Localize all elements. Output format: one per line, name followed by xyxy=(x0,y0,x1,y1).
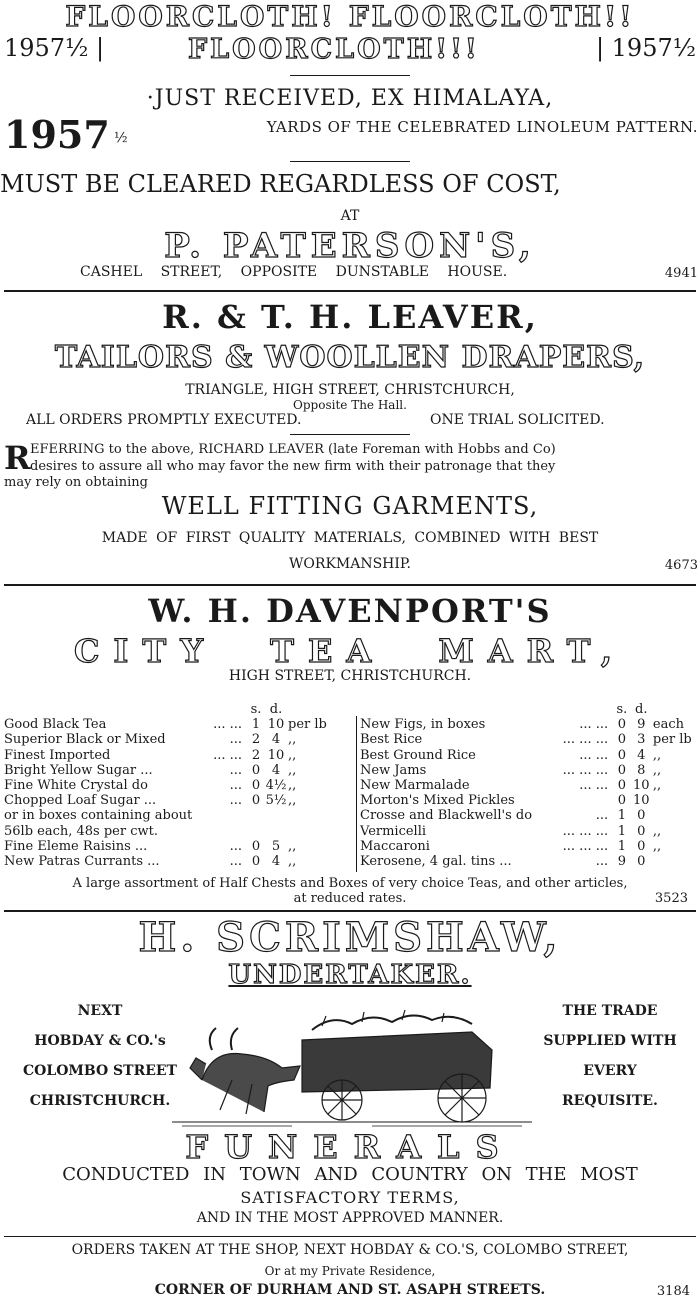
just-received: ·JUST RECEIVED, EX HIMALAYA, xyxy=(146,86,554,111)
price-pence: 4 xyxy=(271,732,281,748)
price-unit: ,, xyxy=(288,854,297,870)
right-qty: | 1957½ xyxy=(595,34,696,62)
item-name: Finest Imported xyxy=(4,747,111,763)
conducted-line: CONDUCTED IN TOWN AND COUNTRY ON THE MOST xyxy=(62,1164,638,1185)
shilling-header: s. xyxy=(250,702,262,717)
price-unit xyxy=(653,793,700,808)
price-shillings: 2 xyxy=(251,732,261,748)
price-unit: ,, xyxy=(288,838,297,854)
shop-name: CITY TEA MART, xyxy=(73,632,627,670)
funerals-headline: FUNERALS xyxy=(185,1128,515,1166)
price-row xyxy=(4,717,336,732)
left-qty: 1957½ | xyxy=(4,34,105,62)
leader-dots: ... xyxy=(229,762,242,778)
leader-dots: ... xyxy=(229,793,242,809)
price-shillings: 0 xyxy=(617,747,626,763)
item-name: New Patras Currants ... xyxy=(4,854,160,870)
leader-dots xyxy=(563,793,614,808)
price-unit: per lb xyxy=(288,717,327,733)
price-row xyxy=(360,793,700,808)
price-shillings: 1 xyxy=(617,808,626,824)
price-shillings: 0 xyxy=(251,854,261,870)
item-name: or in boxes containing about xyxy=(4,808,193,824)
body-line-2: desires to assure all who may favor the new firm with their patronage that they xyxy=(30,459,556,474)
ad-number: 3523 xyxy=(654,891,688,906)
price-unit: ,, xyxy=(288,793,297,809)
price-row xyxy=(4,748,336,763)
price-row xyxy=(360,854,700,869)
pence-header: d. xyxy=(635,702,648,717)
leader-dots: ... ... ... xyxy=(562,823,609,839)
leader-dots: ... ... xyxy=(579,778,609,794)
price-pence: 10 xyxy=(267,747,285,763)
item-name: Morton's Mixed Pickles xyxy=(360,793,515,809)
price-row xyxy=(4,778,336,793)
price-row xyxy=(360,824,700,839)
price-shillings: 9 xyxy=(617,854,626,870)
made-of-line: MADE OF FIRST QUALITY MATERIALS, COMBINED WITH BEST xyxy=(101,530,599,546)
leader-dots xyxy=(212,808,248,823)
address-line: HIGH STREET, CHRISTCHURCH. xyxy=(228,668,472,684)
price-shillings: 0 xyxy=(617,762,626,778)
approved-line: AND IN THE MOST APPROVED MANNER. xyxy=(196,1210,504,1226)
item-name: Superior Black or Mixed xyxy=(4,732,166,748)
price-shillings: 0 xyxy=(617,717,626,733)
left-line-2: HOBDAY & CO.'s xyxy=(34,1033,166,1049)
price-pence: 5½ xyxy=(265,793,287,809)
left-line-4: CHRISTCHURCH. xyxy=(29,1093,171,1109)
price-row xyxy=(360,778,700,793)
price-unit: ,, xyxy=(288,732,297,748)
item-name: Best Ground Rice xyxy=(360,747,476,763)
pence-header: d. xyxy=(269,702,283,717)
item-name: New Figs, in boxes xyxy=(360,717,486,733)
price-unit: ,, xyxy=(652,838,662,854)
merchant-name: H. SCRIMSHAW, xyxy=(138,914,562,961)
item-name: Bright Yellow Sugar ... xyxy=(4,762,153,778)
right-line-3: EVERY xyxy=(583,1063,637,1079)
price-row xyxy=(4,839,336,854)
reduced-rates-line xyxy=(0,891,700,907)
section-rule xyxy=(4,910,696,912)
price-shillings: 0 xyxy=(617,732,626,748)
divider xyxy=(4,1236,696,1237)
trial-solicited: ONE TRIAL SOLICITED. xyxy=(430,412,605,428)
body-line-1: EFERRING to the above, RICHARD LEAVER (late Foreman with Hobbs and Co) xyxy=(30,442,556,457)
merchant-name: W. H. DAVENPORT'S xyxy=(148,592,552,630)
ad-number: 4941 xyxy=(664,266,698,281)
merchant-name: R. & T. H. LEAVER, xyxy=(162,298,538,336)
price-unit: ,, xyxy=(652,762,662,778)
price-pence: 4 xyxy=(271,854,281,870)
leader-dots: ... xyxy=(595,854,609,870)
headline-floorcloth: FLOORCLOTH! FLOORCLOTH!! xyxy=(65,0,635,33)
leader-dots: ... ... ... xyxy=(562,762,609,778)
divider xyxy=(290,434,410,435)
residence-line: Or at my Private Residence, xyxy=(264,1264,436,1278)
price-pence: 10 xyxy=(632,778,650,794)
price-shillings: 1 xyxy=(251,717,261,733)
body-text xyxy=(0,440,700,500)
price-unit: ,, xyxy=(288,778,297,794)
price-pence: 0 xyxy=(637,854,646,870)
price-row xyxy=(4,824,336,839)
price-pence: 4 xyxy=(271,762,281,778)
yards-line: YARDS OF THE CELEBRATED LINOLEUM PATTERN. xyxy=(266,118,698,136)
price-unit: ,, xyxy=(652,823,662,839)
price-row xyxy=(4,793,336,808)
price-unit xyxy=(653,808,700,823)
item-name: Vermicelli xyxy=(360,823,427,839)
item-name: New Marmalade xyxy=(360,778,470,794)
item-name: Best Rice xyxy=(360,732,423,748)
price-pence: 4½ xyxy=(265,778,287,794)
price-pence xyxy=(264,808,288,823)
item-name: Maccaroni xyxy=(360,838,430,854)
section-rule xyxy=(4,584,696,586)
price-unit: each xyxy=(652,717,684,733)
price-unit: ,, xyxy=(652,778,662,794)
price-unit xyxy=(653,854,700,869)
price-shillings xyxy=(248,824,264,839)
right-panel xyxy=(520,996,700,1116)
left-panel xyxy=(0,996,200,1116)
drop-cap: R xyxy=(4,439,31,477)
price-pence: 0 xyxy=(637,808,646,824)
must-be-cleared: MUST BE CLEARED REGARDLESS OF COST, xyxy=(0,170,561,198)
at-label: AT xyxy=(340,208,360,224)
price-shillings xyxy=(248,808,264,823)
body-line-3: may rely on obtaining xyxy=(4,475,148,490)
address-line: TRIANGLE, HIGH STREET, CHRISTCHURCH, xyxy=(185,382,515,398)
item-name: Chopped Loaf Sugar ... xyxy=(4,793,157,809)
big-quantity-fraction: ½ xyxy=(114,130,128,146)
leader-dots: ... ... xyxy=(579,717,609,733)
floorcloth-qty-row xyxy=(0,34,700,68)
left-line-1: NEXT xyxy=(77,1003,123,1019)
address-line xyxy=(0,264,700,282)
price-shillings: 0 xyxy=(251,762,261,778)
satisfactory-line: SATISFACTORY TERMS, xyxy=(240,1188,460,1207)
leader-dots: ... xyxy=(229,854,242,870)
price-unit xyxy=(288,808,336,823)
price-list-left xyxy=(4,702,350,869)
price-shillings: 0 xyxy=(617,778,626,794)
workmanship-line xyxy=(0,556,700,574)
garments-headline: WELL FITTING GARMENTS, xyxy=(161,492,539,520)
price-pence: 9 xyxy=(637,717,646,733)
price-shillings: 0 xyxy=(251,838,261,854)
merchant-name: P. PATERSON'S, xyxy=(164,226,536,266)
right-line-4: REQUISITE. xyxy=(562,1093,658,1109)
workmanship: WORKMANSHIP. xyxy=(289,556,411,572)
price-row xyxy=(360,808,700,823)
orders-line: ORDERS TAKEN AT THE SHOP, NEXT HOBDAY & CO.'S, COLOMBO STREET, xyxy=(71,1242,629,1258)
price-shillings: 2 xyxy=(251,747,261,763)
right-line-2: SUPPLIED WITH xyxy=(543,1033,677,1049)
leader-dots: ... xyxy=(595,808,609,824)
ad-number: 4673 xyxy=(664,558,698,573)
price-shillings: 0 xyxy=(251,778,261,794)
price-shillings: 1 xyxy=(617,823,626,839)
price-row xyxy=(360,717,700,732)
item-name: Fine Eleme Raisins ... xyxy=(4,838,148,854)
price-shillings: 0 xyxy=(617,793,626,809)
price-row xyxy=(360,763,700,778)
big-quantity: 1957 xyxy=(4,112,110,157)
item-name: 56lb each, 48s per cwt. xyxy=(4,823,158,839)
leader-dots: ... xyxy=(229,778,242,794)
quantity-line xyxy=(0,112,700,156)
right-line-1: THE TRADE xyxy=(562,1003,658,1019)
price-pence: 10 xyxy=(267,717,285,733)
price-unit: per lb xyxy=(652,732,692,748)
price-list-right xyxy=(360,702,700,869)
price-pence: 4 xyxy=(637,747,646,763)
divider xyxy=(290,75,410,76)
item-name: Kerosene, 4 gal. tins ... xyxy=(360,854,512,870)
price-row xyxy=(4,732,336,747)
price-row xyxy=(4,854,336,869)
price-row xyxy=(360,839,700,854)
corner-line xyxy=(0,1282,700,1300)
price-pence: 0 xyxy=(637,838,646,854)
price-unit: ,, xyxy=(288,762,297,778)
item-name: New Jams xyxy=(360,762,427,778)
price-pence: 8 xyxy=(637,762,646,778)
trade-line: UNDERTAKER. xyxy=(228,960,472,990)
leader-dots: ... ... xyxy=(213,717,242,733)
merchant-address: CASHEL STREET, OPPOSITE DUNSTABLE HOUSE. xyxy=(80,264,508,280)
price-unit: ,, xyxy=(652,747,662,763)
price-pence: 5 xyxy=(271,838,281,854)
left-line-3: COLOMBO STREET xyxy=(23,1063,177,1079)
hearse-illustration xyxy=(172,1010,532,1130)
leader-dots: ... xyxy=(229,838,242,854)
item-name: Crosse and Blackwell's do xyxy=(360,808,533,824)
assortment-line: A large assortment of Half Chests and Boxes of very choice Teas, and other articles, xyxy=(72,876,628,891)
ad-number: 3184 xyxy=(656,1284,690,1299)
orders-line xyxy=(0,412,700,430)
price-unit: ,, xyxy=(288,747,297,763)
price-unit xyxy=(288,824,336,839)
trade-line: TAILORS & WOOLLEN DRAPERS, xyxy=(54,340,646,375)
price-row xyxy=(360,732,700,747)
price-pence: 0 xyxy=(637,823,646,839)
headline-floorcloth-2: FLOORCLOTH!!! xyxy=(188,34,480,65)
orders-promptly: ALL ORDERS PROMPTLY EXECUTED. xyxy=(26,412,302,428)
price-pence: 10 xyxy=(632,793,650,809)
leader-dots xyxy=(212,824,248,839)
column-divider xyxy=(356,716,357,872)
price-row xyxy=(4,763,336,778)
price-row xyxy=(4,808,336,823)
leader-dots: ... ... xyxy=(213,747,242,763)
leader-dots: ... xyxy=(229,732,242,748)
shilling-header: s. xyxy=(616,702,628,717)
opposite-line: Opposite The Hall. xyxy=(293,398,407,412)
divider xyxy=(290,161,410,162)
item-name: Good Black Tea xyxy=(4,717,107,733)
leader-dots: ... ... ... xyxy=(562,838,609,854)
price-pence xyxy=(264,824,288,839)
item-name: Fine White Crystal do xyxy=(4,778,148,794)
leader-dots: ... ... ... xyxy=(562,732,609,748)
price-shillings: 1 xyxy=(617,838,626,854)
price-pence: 3 xyxy=(637,732,646,748)
price-row xyxy=(360,748,700,763)
section-rule xyxy=(4,290,696,292)
price-shillings: 0 xyxy=(251,793,261,809)
leader-dots: ... ... xyxy=(579,747,609,763)
corner-address: CORNER OF DURHAM AND ST. ASAPH STREETS. xyxy=(154,1282,546,1298)
reduced-rates: at reduced rates. xyxy=(293,891,407,906)
